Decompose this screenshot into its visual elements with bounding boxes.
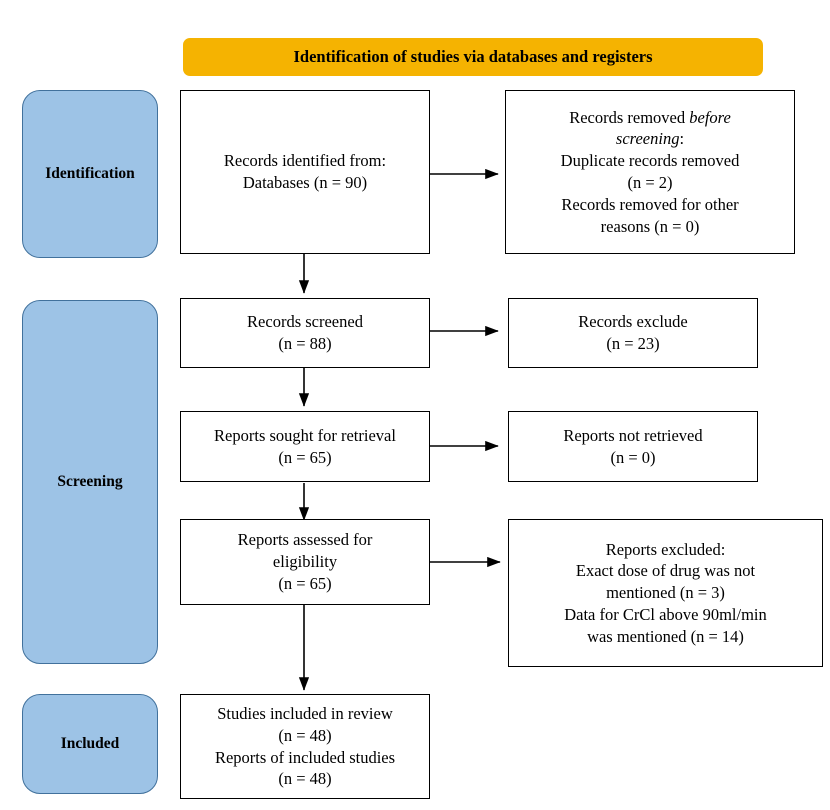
records-removed-heading-suffix: : xyxy=(679,129,685,149)
studies-included-line-2: (n = 48) xyxy=(278,725,332,745)
reports-sought-line-2: (n = 65) xyxy=(278,447,332,467)
box-reports-excluded xyxy=(508,519,823,667)
reports-sought-line-1: Reports sought for retrieval xyxy=(214,425,396,445)
records-removed-line-1: Duplicate records removed xyxy=(560,151,740,171)
banner-identification-via-databases xyxy=(183,38,763,76)
studies-included-line-4: (n = 48) xyxy=(278,769,332,789)
reports-excluded-line-3: mentioned (n = 3) xyxy=(606,583,725,603)
stage-label-screening xyxy=(22,300,158,664)
records-removed-line-3: Records removed for other xyxy=(561,194,739,214)
box-reports-not-retrieved xyxy=(508,411,758,482)
box-studies-included-in-review xyxy=(180,694,430,799)
stage-label-included-text: Included xyxy=(60,735,120,752)
records-removed-heading xyxy=(569,107,731,129)
banner-label: Identification of studies via databases and registers xyxy=(293,47,653,66)
records-identified-line-1: Records identified from: xyxy=(223,151,387,171)
records-removed-line-4: reasons (n = 0) xyxy=(600,216,700,236)
records-screened-line-2: (n = 88) xyxy=(278,334,332,353)
records-identified-line-2: Databases (n = 90) xyxy=(242,173,368,192)
records-excluded-line-1: Records exclude xyxy=(578,312,688,332)
reports-excluded-line-2: Exact dose of drug was not xyxy=(575,561,756,581)
studies-included-line-3: Reports of included studies xyxy=(214,747,396,767)
reports-not-retrieved-line-1: Reports not retrieved xyxy=(563,425,703,445)
box-records-screened xyxy=(180,298,430,368)
stage-label-included xyxy=(22,694,158,794)
stage-label-identification xyxy=(22,90,158,258)
box-records-removed-before-screening xyxy=(505,90,795,254)
box-reports-assessed-for-eligibility xyxy=(180,519,430,605)
studies-included-line-1: Studies included in review xyxy=(217,703,393,723)
records-removed-heading-prefix: Records removed xyxy=(569,107,690,127)
reports-not-retrieved-line-2: (n = 0) xyxy=(610,447,656,467)
reports-excluded-line-5: was mentioned (n = 14) xyxy=(587,626,744,646)
records-excluded-line-2: (n = 23) xyxy=(606,334,660,353)
box-records-excluded xyxy=(508,298,758,368)
stage-label-identification-text: Identification xyxy=(45,165,135,182)
reports-excluded-line-1: Reports excluded: xyxy=(605,539,726,559)
reports-assessed-line-1: Reports assessed for xyxy=(237,530,373,550)
reports-excluded-line-4: Data for CrCl above 90ml/min xyxy=(564,604,767,624)
records-removed-line-2: (n = 2) xyxy=(627,173,673,192)
records-screened-line-1: Records screened xyxy=(247,312,363,332)
records-removed-heading-italic-2: screening xyxy=(615,129,680,149)
box-records-identified xyxy=(180,90,430,254)
reports-assessed-line-3: (n = 65) xyxy=(278,573,332,593)
reports-assessed-line-2: eligibility xyxy=(272,552,338,572)
box-reports-sought-for-retrieval xyxy=(180,411,430,482)
records-removed-heading-2 xyxy=(616,128,684,150)
stage-label-screening-text: Screening xyxy=(57,473,123,490)
records-removed-heading-italic: before xyxy=(689,107,731,127)
